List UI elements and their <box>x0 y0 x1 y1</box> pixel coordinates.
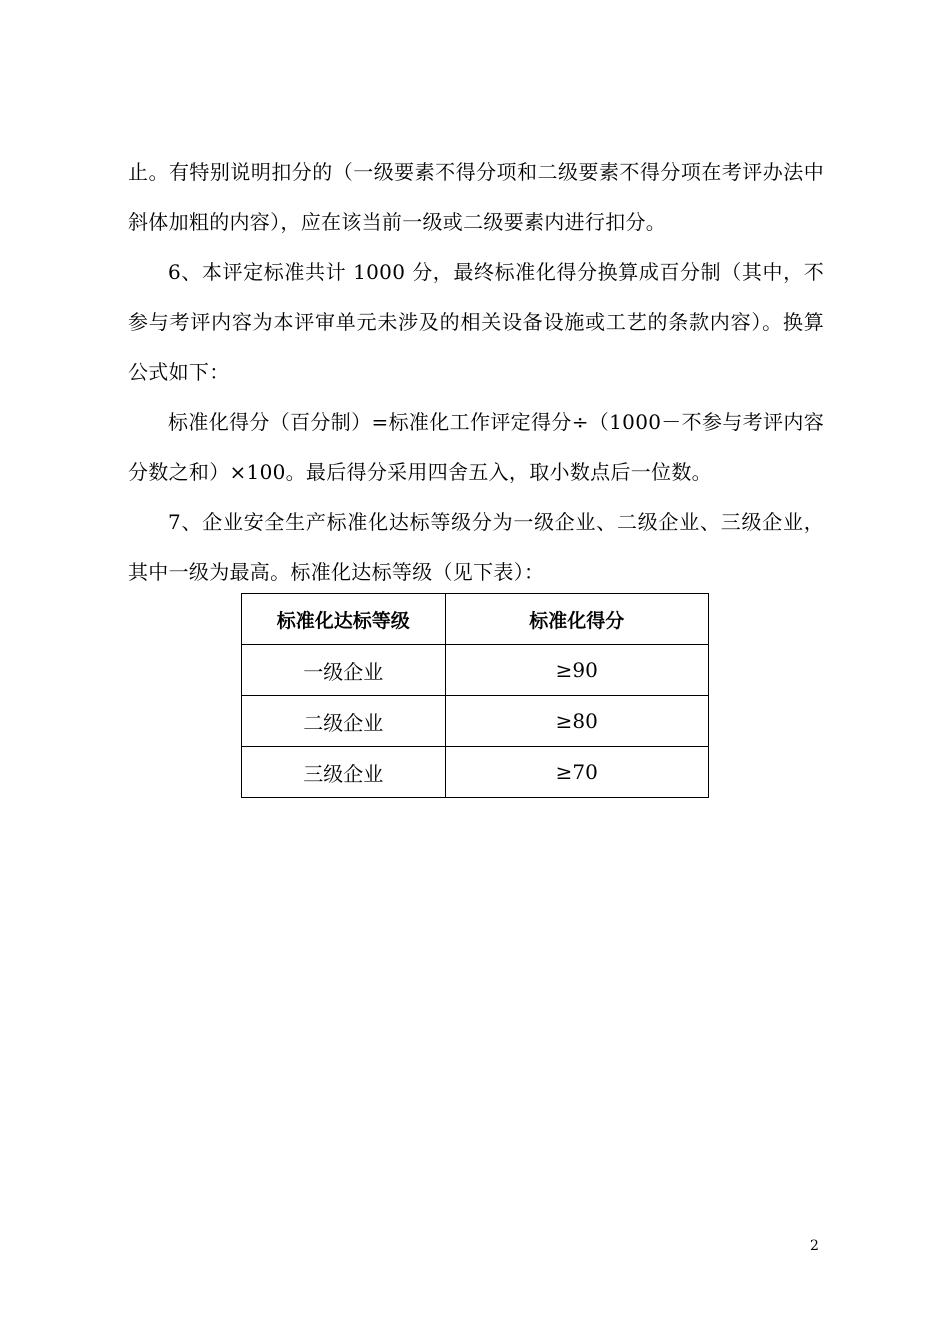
header-grade-level: 标准化达标等级 <box>242 594 446 645</box>
header-score: 标准化得分 <box>445 594 708 645</box>
paragraph-scoring-standard: 6、本评定标准共计 1000 分，最终标准化得分换算成百分制（其中，不参与考评内容为本评审单元未涉及的相关设备设施或工艺的条款内容）。换算公式如下： <box>128 260 824 384</box>
table-header-row <box>242 594 709 645</box>
grade-cell: 二级企业 <box>242 696 446 747</box>
score-cell: ≥70 <box>445 747 708 798</box>
grade-table <box>241 593 709 798</box>
body-text <box>128 147 824 597</box>
table-row <box>242 696 709 747</box>
grade-cell: 一级企业 <box>242 645 446 696</box>
paragraph-deduction-note: 止。有特别说明扣分的（一级要素不得分项和二级要素不得分项在考评办法中斜体加粗的内容），应在该当前一级或二级要素内进行扣分。 <box>128 160 824 234</box>
table-row <box>242 747 709 798</box>
page-number: 2 <box>810 1238 819 1254</box>
paragraph-grade-levels: 7、企业安全生产标准化达标等级分为一级企业、二级企业、三级企业，其中一级为最高。标准化达标等级（见下表）： <box>128 510 824 584</box>
score-cell: ≥90 <box>445 645 708 696</box>
paragraph-formula: 标准化得分（百分制）=标准化工作评定得分÷（1000－不参与考评内容分数之和）×100。最后得分采用四舍五入，取小数点后一位数。 <box>128 410 824 484</box>
score-cell: ≥80 <box>445 696 708 747</box>
table-row <box>242 645 709 696</box>
grade-table-container <box>241 593 709 798</box>
grade-cell: 三级企业 <box>242 747 446 798</box>
